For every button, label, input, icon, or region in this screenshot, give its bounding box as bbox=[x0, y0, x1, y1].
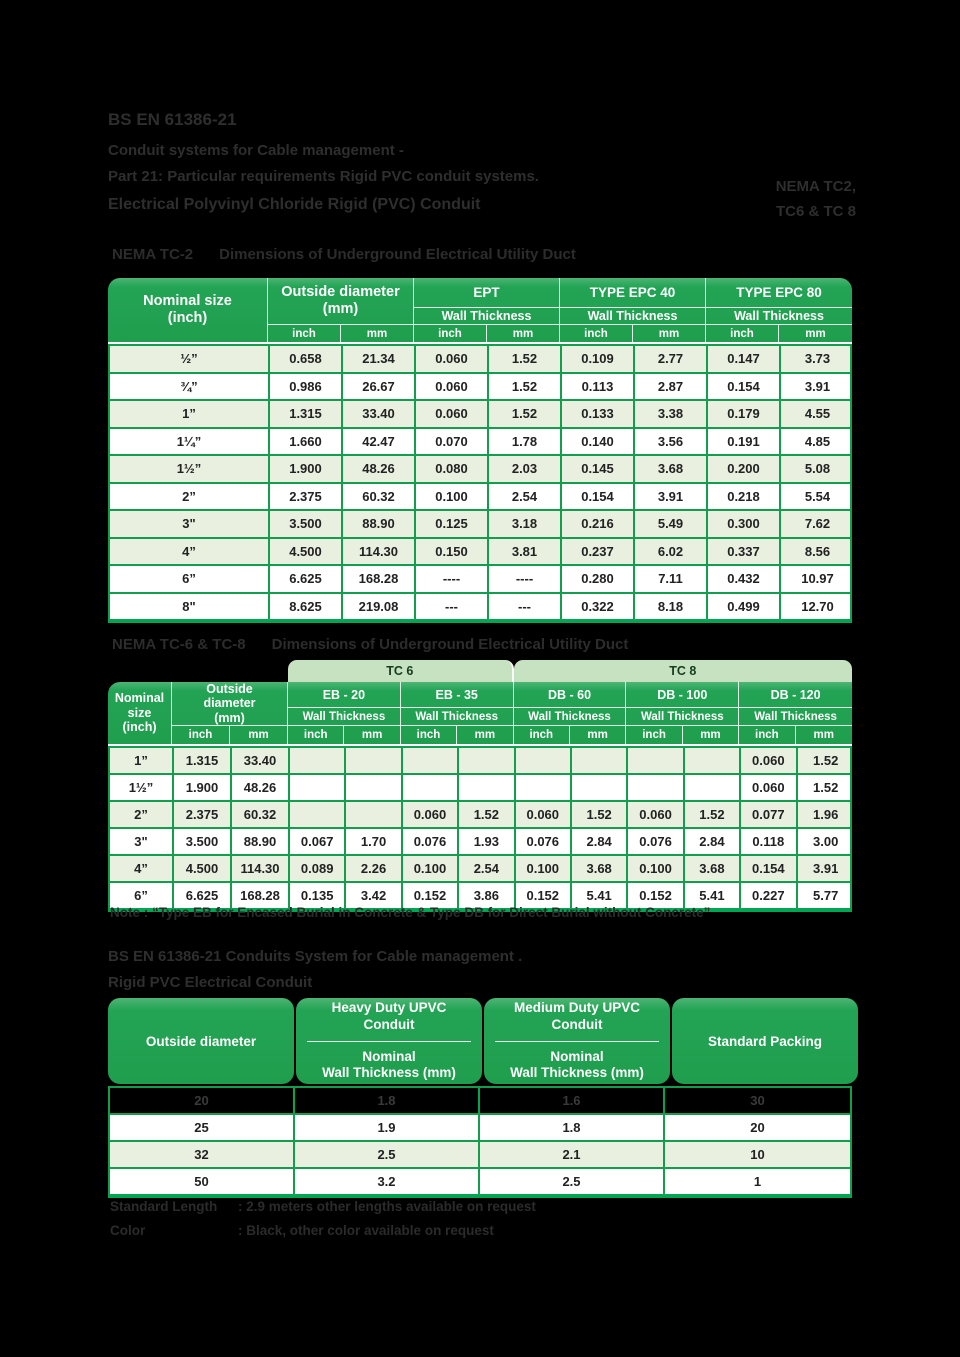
table-cell: 0.179 bbox=[708, 401, 781, 427]
table-cell bbox=[572, 748, 628, 773]
table-cell: 2” bbox=[110, 484, 270, 510]
table-cell: 0.060 bbox=[403, 802, 459, 827]
table-cell: 2.375 bbox=[270, 484, 343, 510]
table-cell: 21.34 bbox=[343, 346, 416, 372]
table-cell: 0.125 bbox=[416, 511, 489, 537]
table-cell: 114.30 bbox=[343, 539, 416, 565]
table-cell: 26.67 bbox=[343, 374, 416, 400]
standard-length-line bbox=[110, 1199, 536, 1214]
header-cell: Wall Thickness bbox=[401, 708, 514, 726]
header-cell: Wall Thickness bbox=[739, 708, 852, 726]
header-cell: mm bbox=[570, 726, 626, 744]
table-cell: 42.47 bbox=[343, 429, 416, 455]
header-cell: mm bbox=[683, 726, 739, 744]
table1-wall-thickness-3: Wall Thickness bbox=[706, 308, 852, 325]
table-cell: 2.54 bbox=[459, 856, 515, 881]
table-cell: 0.237 bbox=[562, 539, 635, 565]
nema-ref-line2: TC6 & TC 8 bbox=[775, 203, 856, 220]
table-cell: 8.18 bbox=[635, 594, 708, 620]
table-cell: 3" bbox=[110, 829, 174, 854]
table-cell: 0.060 bbox=[741, 775, 797, 800]
table-row bbox=[110, 484, 850, 512]
table1-units-row bbox=[268, 325, 852, 342]
table-cell: 4” bbox=[110, 856, 174, 881]
header-cell: mm bbox=[805, 327, 826, 340]
table-row bbox=[110, 1169, 850, 1194]
table-cell bbox=[346, 775, 402, 800]
header-cell: Wall Thickness bbox=[288, 708, 401, 726]
table-cell: 1.52 bbox=[685, 802, 741, 827]
doc-subtitle-2: Part 21: Particular requirements Rigid PVC conduit systems. bbox=[108, 168, 539, 185]
table-row bbox=[110, 401, 850, 429]
table-cell: 0.070 bbox=[416, 429, 489, 455]
doc-subtitle-1: Conduit systems for Cable management - bbox=[108, 142, 404, 159]
table-cell: 3.500 bbox=[174, 829, 232, 854]
header-cell: mm bbox=[341, 325, 414, 342]
table2-walls-row bbox=[288, 708, 852, 726]
table-cell: 0.133 bbox=[562, 401, 635, 427]
table-cell: 1.52 bbox=[489, 346, 562, 372]
table-cell: 3.81 bbox=[489, 539, 562, 565]
table-cell bbox=[290, 748, 346, 773]
color-line bbox=[110, 1223, 536, 1238]
table-cell: 0.300 bbox=[708, 511, 781, 537]
table-cell: 5.41 bbox=[685, 883, 741, 908]
table-cell: 3.86 bbox=[459, 883, 515, 908]
table-cell: 2” bbox=[110, 802, 174, 827]
table-cell: ---- bbox=[489, 566, 562, 592]
table-cell: 0.100 bbox=[516, 856, 572, 881]
table1-heading bbox=[112, 246, 576, 263]
header-cell: inch bbox=[414, 325, 487, 342]
header-cell: mm bbox=[633, 325, 706, 342]
table-cell: 2.03 bbox=[489, 456, 562, 482]
doc-subtitle-3: Electrical Polyvinyl Chloride Rigid (PVC) Conduit bbox=[108, 196, 481, 213]
table1-group-ept: EPT bbox=[414, 278, 560, 308]
table-cell bbox=[290, 802, 346, 827]
table-cell: 0.118 bbox=[741, 829, 797, 854]
table-cell: 1” bbox=[110, 748, 174, 773]
table3-standard-packing-header: Standard Packing bbox=[672, 998, 858, 1084]
table-cell: 0.060 bbox=[416, 401, 489, 427]
table2-band-tc6: TC 6 bbox=[288, 660, 514, 682]
table-cell: 7.11 bbox=[635, 566, 708, 592]
table-cell: 8" bbox=[110, 594, 270, 620]
color-label: Color bbox=[110, 1223, 146, 1238]
table-cell bbox=[403, 748, 459, 773]
table2-band-tc8: TC 8 bbox=[514, 660, 852, 682]
table1-heading-text: Dimensions of Underground Electrical Utility Duct bbox=[219, 246, 576, 263]
table-cell: 1.52 bbox=[813, 780, 839, 795]
table-cell: ---- bbox=[416, 566, 489, 592]
table-cell: 1.52 bbox=[572, 802, 628, 827]
header-cell: EB - 20 bbox=[288, 682, 401, 708]
table-cell: 1.93 bbox=[459, 829, 515, 854]
table-cell: 2.84 bbox=[685, 829, 741, 854]
table-cell: 1½” bbox=[110, 456, 270, 482]
table3-header bbox=[108, 998, 852, 1084]
header-cell: inch bbox=[288, 726, 344, 744]
table-cell bbox=[346, 802, 402, 827]
header-cell: inch bbox=[560, 325, 633, 342]
table-cell: 168.28 bbox=[343, 566, 416, 592]
table1-nominal-size-header: Nominal size (inch) bbox=[108, 278, 268, 342]
table-cell: 88.90 bbox=[343, 511, 416, 537]
table-row bbox=[110, 856, 850, 883]
table1-body bbox=[108, 344, 852, 623]
header-cell: inch bbox=[268, 325, 341, 342]
table-cell: 0.152 bbox=[403, 883, 459, 908]
table-cell: 8.56 bbox=[804, 543, 831, 559]
table-cell bbox=[628, 775, 684, 800]
table-cell: 0.100 bbox=[628, 856, 684, 881]
header-cell: mm bbox=[344, 726, 400, 744]
table-cell: 0.499 bbox=[708, 594, 781, 620]
header-cell: inch bbox=[706, 325, 779, 342]
header-cell: mm bbox=[457, 726, 513, 744]
table-cell: 2.5 bbox=[480, 1169, 665, 1194]
table-cell: 3.68 bbox=[572, 856, 628, 881]
table-cell: 1.52 bbox=[813, 753, 839, 768]
table-cell: 1.78 bbox=[489, 429, 562, 455]
table2-heading-text: Dimensions of Underground Electrical Utility Duct bbox=[271, 636, 629, 653]
table3-medium-sub: Nominal Wall Thickness (mm) bbox=[495, 1041, 659, 1083]
table1-wall-thickness-1: Wall Thickness bbox=[414, 308, 560, 325]
table-cell: 2.375 bbox=[174, 802, 232, 827]
table-cell: 0.100 bbox=[403, 856, 459, 881]
table3-medium-duty-header: Medium Duty UPVC Conduit Nominal Wall Thickness (mm) bbox=[484, 998, 670, 1084]
table-cell: 1.9 bbox=[295, 1115, 480, 1140]
table-cell: 0.147 bbox=[708, 346, 781, 372]
table-cell: 0.076 bbox=[403, 829, 459, 854]
table-cell: 0.200 bbox=[708, 456, 781, 482]
table-cell: 2.5 bbox=[295, 1142, 480, 1167]
table-nema-tc2 bbox=[108, 278, 852, 623]
table-cell: 30 bbox=[750, 1093, 765, 1108]
table-cell: 0.089 bbox=[290, 856, 346, 881]
table1-group-epc40: TYPE EPC 40 bbox=[560, 278, 706, 308]
table-cell: 7.62 bbox=[804, 516, 831, 532]
table-row bbox=[110, 1088, 850, 1115]
table-cell: 1 bbox=[753, 1174, 762, 1189]
table-cell: 0.154 bbox=[562, 484, 635, 510]
table-cell: 2.54 bbox=[489, 484, 562, 510]
table-row bbox=[110, 429, 850, 457]
table1-group-epc80: TYPE EPC 80 bbox=[706, 278, 852, 308]
table-cell: 6.625 bbox=[174, 883, 232, 908]
table-cell: 3.68 bbox=[635, 456, 708, 482]
table-cell: 0.154 bbox=[741, 856, 797, 881]
table-cell: 1.52 bbox=[459, 802, 515, 827]
table-cell bbox=[459, 748, 515, 773]
table-cell: 1.96 bbox=[813, 807, 839, 822]
table-cell: 0.060 bbox=[628, 802, 684, 827]
table-cell bbox=[516, 775, 572, 800]
table-cell: 1.900 bbox=[174, 775, 232, 800]
table2-units-row bbox=[172, 726, 852, 744]
table-upvc-conduit bbox=[108, 998, 852, 1198]
section3-line1: BS EN 61386-21 Conduits System for Cable management . bbox=[108, 948, 523, 965]
table-row bbox=[110, 1142, 850, 1169]
table-cell: 1.315 bbox=[174, 748, 232, 773]
table1-outside-diameter-header: Outside diameter (mm) bbox=[268, 278, 414, 325]
table-cell: 1¼” bbox=[110, 429, 270, 455]
header-cell: inch bbox=[626, 726, 682, 744]
header-cell: inch bbox=[514, 726, 570, 744]
table-cell: 48.26 bbox=[232, 775, 290, 800]
table-cell: 0.227 bbox=[741, 883, 797, 908]
table-cell: 3" bbox=[110, 511, 270, 537]
table-cell: 5.54 bbox=[804, 488, 831, 504]
table-cell: 3.500 bbox=[270, 511, 343, 537]
table-cell: 219.08 bbox=[343, 594, 416, 620]
table-cell bbox=[685, 748, 741, 773]
table-cell: 4.55 bbox=[804, 406, 831, 422]
table-cell: 0.077 bbox=[741, 802, 797, 827]
table-row bbox=[110, 802, 850, 829]
footer-block bbox=[110, 1199, 536, 1247]
table-row bbox=[110, 1115, 850, 1142]
table-cell: 0.986 bbox=[270, 374, 343, 400]
table-cell: --- bbox=[489, 594, 562, 620]
standard-length-label: Standard Length bbox=[110, 1199, 218, 1214]
table-cell: 6.02 bbox=[635, 539, 708, 565]
table-cell: 1” bbox=[110, 401, 270, 427]
table-cell: 2.1 bbox=[480, 1142, 665, 1167]
table-cell: 48.26 bbox=[343, 456, 416, 482]
table-cell: 25 bbox=[110, 1115, 295, 1140]
table-cell: 0.100 bbox=[416, 484, 489, 510]
table-cell: 6” bbox=[110, 566, 270, 592]
header-cell: DB - 120 bbox=[739, 682, 852, 708]
table-cell: 0.322 bbox=[562, 594, 635, 620]
table-cell: 1½” bbox=[110, 775, 174, 800]
table-cell: 0.216 bbox=[562, 511, 635, 537]
table-cell: 3.73 bbox=[804, 351, 831, 367]
table2-band bbox=[108, 660, 852, 682]
standard-length-value: : 2.9 meters other lengths available on request bbox=[238, 1199, 536, 1214]
table-cell bbox=[516, 748, 572, 773]
table-cell: 0.218 bbox=[708, 484, 781, 510]
table-cell: 0.337 bbox=[708, 539, 781, 565]
table-cell: 4.500 bbox=[174, 856, 232, 881]
header-cell: DB - 100 bbox=[626, 682, 739, 708]
table-cell: 1.8 bbox=[480, 1115, 665, 1140]
table-cell: 88.90 bbox=[232, 829, 290, 854]
header-cell: mm bbox=[487, 325, 560, 342]
header-cell: DB - 60 bbox=[514, 682, 627, 708]
table-cell: 2.84 bbox=[572, 829, 628, 854]
header-cell: mm bbox=[230, 726, 288, 744]
table-cell: 0.080 bbox=[416, 456, 489, 482]
table-cell: 3.2 bbox=[295, 1169, 480, 1194]
table-cell: ½” bbox=[110, 346, 270, 372]
table-cell: 5.08 bbox=[804, 461, 831, 477]
table-cell bbox=[403, 775, 459, 800]
table-cell: 0.060 bbox=[416, 374, 489, 400]
table-cell: 1.52 bbox=[489, 374, 562, 400]
table-cell: 0.140 bbox=[562, 429, 635, 455]
table-cell: 0.067 bbox=[290, 829, 346, 854]
section3-line2: Rigid PVC Electrical Conduit bbox=[108, 974, 313, 991]
table-cell: 0.109 bbox=[562, 346, 635, 372]
table-row bbox=[110, 566, 850, 594]
color-value: : Black, other color available on request bbox=[238, 1223, 494, 1238]
table3-heavy-sub: Nominal Wall Thickness (mm) bbox=[307, 1041, 471, 1083]
table-cell bbox=[346, 748, 402, 773]
table-cell: 4” bbox=[110, 539, 270, 565]
table-nema-tc6-tc8 bbox=[108, 660, 852, 912]
table-cell: 0.076 bbox=[516, 829, 572, 854]
table-cell: 3.91 bbox=[813, 861, 839, 876]
table-cell: 0.060 bbox=[741, 748, 797, 773]
table-cell: 2.26 bbox=[346, 856, 402, 881]
table2-groups-row bbox=[288, 682, 852, 708]
table-cell: 3.68 bbox=[685, 856, 741, 881]
table-cell bbox=[628, 748, 684, 773]
table-cell: 32 bbox=[110, 1142, 295, 1167]
table-cell: 0.432 bbox=[708, 566, 781, 592]
table-cell: 3.91 bbox=[804, 378, 831, 394]
table-cell: 0.154 bbox=[708, 374, 781, 400]
table-cell: 10 bbox=[750, 1147, 765, 1162]
table1-wall-thickness-2: Wall Thickness bbox=[560, 308, 706, 325]
header-cell: inch bbox=[739, 726, 795, 744]
table-cell: 20 bbox=[750, 1120, 765, 1135]
header-cell: Wall Thickness bbox=[514, 708, 627, 726]
table-cell: ¾” bbox=[110, 374, 270, 400]
table-cell: 1.900 bbox=[270, 456, 343, 482]
table-cell: 1.660 bbox=[270, 429, 343, 455]
table1-header bbox=[108, 278, 852, 344]
table-cell: 10.97 bbox=[801, 571, 834, 587]
table-cell: 1.8 bbox=[295, 1088, 480, 1113]
table-cell: 33.40 bbox=[343, 401, 416, 427]
table-cell: 6” bbox=[110, 883, 174, 908]
table2-outside-diameter-header: Outside diameter (mm) bbox=[172, 682, 288, 726]
table-row bbox=[110, 748, 850, 775]
table-row bbox=[110, 775, 850, 802]
table-cell: 2.87 bbox=[635, 374, 708, 400]
table2-heading-label: NEMA TC-6 & TC-8 bbox=[112, 636, 246, 653]
table2-heading bbox=[112, 636, 628, 653]
table-cell: 1.6 bbox=[480, 1088, 665, 1113]
table-cell: 6.625 bbox=[270, 566, 343, 592]
table-cell: 5.77 bbox=[813, 888, 839, 903]
table-row bbox=[110, 829, 850, 856]
table-cell: 3.56 bbox=[635, 429, 708, 455]
table-cell: 0.191 bbox=[708, 429, 781, 455]
table-row bbox=[110, 594, 850, 620]
table-cell bbox=[685, 775, 741, 800]
table-row bbox=[110, 374, 850, 402]
table-cell: 0.113 bbox=[562, 374, 635, 400]
table-row bbox=[110, 456, 850, 484]
table-cell: 0.060 bbox=[516, 802, 572, 827]
standard-title: BS EN 61386-21 bbox=[108, 110, 237, 129]
table-cell: 3.18 bbox=[489, 511, 562, 537]
table-cell: 0.658 bbox=[270, 346, 343, 372]
table-cell bbox=[459, 775, 515, 800]
note-eb-db: Note : “Type EB for Encased Burial in Concrete & Type DB for Direct Burial without Concrete” bbox=[110, 905, 711, 920]
table-cell: 0.152 bbox=[516, 883, 572, 908]
table-cell: 0.076 bbox=[628, 829, 684, 854]
header-cell: inch bbox=[172, 726, 230, 744]
table-cell bbox=[290, 775, 346, 800]
table-cell: 5.41 bbox=[572, 883, 628, 908]
table-cell: 0.060 bbox=[416, 346, 489, 372]
table-cell: 4.85 bbox=[804, 433, 831, 449]
header-cell: mm bbox=[813, 729, 834, 741]
table-cell: 0.152 bbox=[628, 883, 684, 908]
header-cell: Wall Thickness bbox=[626, 708, 739, 726]
nema-ref-line1: NEMA TC2, bbox=[775, 178, 856, 195]
table-cell: 3.00 bbox=[813, 834, 839, 849]
table-row bbox=[110, 539, 850, 567]
header-cell: inch bbox=[401, 726, 457, 744]
table2-nominal-size-header: Nominal size (inch) bbox=[108, 682, 172, 744]
table-cell: 0.135 bbox=[290, 883, 346, 908]
table3-body bbox=[108, 1086, 852, 1198]
table-cell: 114.30 bbox=[232, 856, 290, 881]
table-cell: 3.38 bbox=[635, 401, 708, 427]
table-cell: 60.32 bbox=[343, 484, 416, 510]
table-cell: 1.52 bbox=[489, 401, 562, 427]
table2-header bbox=[108, 682, 852, 746]
table-cell: 0.280 bbox=[562, 566, 635, 592]
table-cell: 0.145 bbox=[562, 456, 635, 482]
table-row bbox=[110, 346, 850, 374]
table-row bbox=[110, 511, 850, 539]
table-cell: 1.315 bbox=[270, 401, 343, 427]
table1-heading-label: NEMA TC-2 bbox=[112, 246, 194, 263]
table-cell bbox=[572, 775, 628, 800]
table-cell: --- bbox=[416, 594, 489, 620]
table-cell: 12.70 bbox=[801, 598, 834, 614]
table-cell: 5.49 bbox=[635, 511, 708, 537]
table3-heavy-duty-header: Heavy Duty UPVC Conduit Nominal Wall Thickness (mm) bbox=[296, 998, 482, 1084]
table-cell: 168.28 bbox=[232, 883, 290, 908]
table-cell: 33.40 bbox=[232, 748, 290, 773]
table-cell: 60.32 bbox=[232, 802, 290, 827]
table-cell: 0.150 bbox=[416, 539, 489, 565]
table-cell: 2.77 bbox=[635, 346, 708, 372]
table-cell: 3.42 bbox=[346, 883, 402, 908]
table-cell: 20 bbox=[110, 1088, 295, 1113]
table3-outside-diameter-header: Outside diameter bbox=[108, 998, 294, 1084]
table2-body bbox=[108, 746, 852, 912]
table-cell: 4.500 bbox=[270, 539, 343, 565]
table-cell: 8.625 bbox=[270, 594, 343, 620]
table-cell: 50 bbox=[110, 1169, 295, 1194]
header-cell: EB - 35 bbox=[401, 682, 514, 708]
table-cell: 1.70 bbox=[346, 829, 402, 854]
table-cell: 3.91 bbox=[635, 484, 708, 510]
